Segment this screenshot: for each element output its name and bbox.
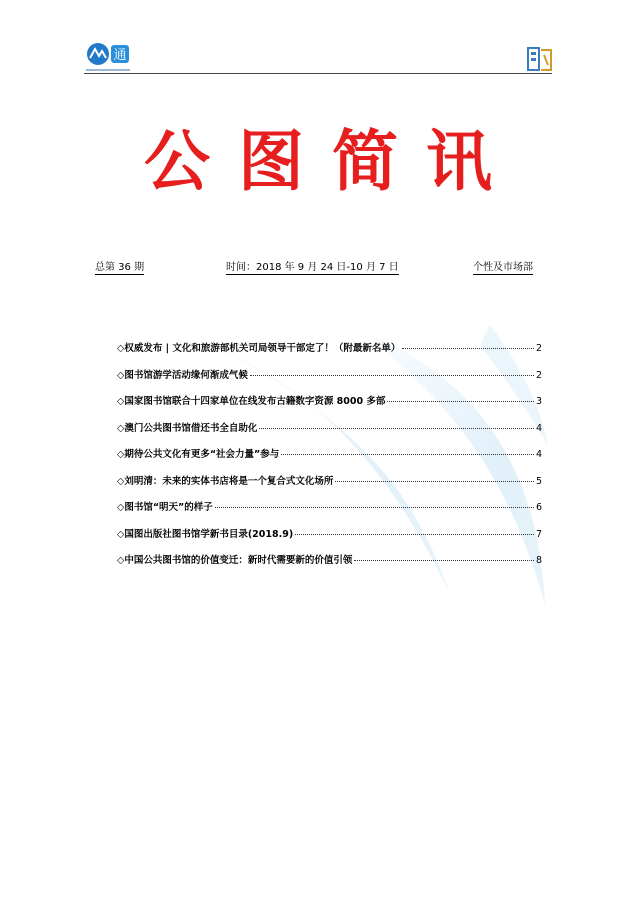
toc-item[interactable] <box>117 473 542 500</box>
diamond-bullet-icon: ◇ <box>117 475 125 487</box>
toc-item-page: 7 <box>535 528 542 540</box>
diamond-bullet-icon: ◇ <box>117 449 125 460</box>
issue-period: 时间：2018 年 9 月 24 日-10 月 7 日 <box>226 262 399 273</box>
toc-leader-dots <box>402 348 534 349</box>
toc-item-page: 6 <box>535 502 542 513</box>
toc-leader-dots <box>250 375 534 376</box>
diamond-bullet-icon: ◇ <box>117 502 125 513</box>
toc-item-page: 8 <box>535 555 542 566</box>
toc-item-title: 澳门公共图书馆借还书全自助化 <box>124 422 258 434</box>
tongda-logo-icon <box>84 40 136 76</box>
diamond-bullet-icon: ◇ <box>117 422 125 434</box>
toc-item-page: 4 <box>535 449 542 460</box>
toc-item-title: 中国公共图书馆的价值变迁：新时代需要新的价值引领 <box>124 555 353 566</box>
tongda-logo <box>84 40 136 76</box>
issuing-department: 个性及市场部 <box>473 262 533 273</box>
toc-item[interactable] <box>117 499 542 526</box>
toc-item-title: 国图出版社图书馆学新书目录(2018.9) <box>124 528 294 540</box>
header-divider <box>84 73 552 74</box>
library-emblem <box>527 46 553 72</box>
toc-item[interactable] <box>117 526 542 553</box>
diamond-bullet-icon: ◇ <box>117 343 125 354</box>
toc-item-page: 4 <box>535 422 542 434</box>
toc-item[interactable] <box>117 420 542 447</box>
toc-leader-dots <box>215 507 534 508</box>
toc-leader-dots <box>387 401 534 402</box>
toc-leader-dots <box>281 454 534 455</box>
toc-item[interactable] <box>117 446 542 473</box>
toc-item-title: 期待公共文化有更多“社会力量”参与 <box>124 449 280 460</box>
toc-item-title: 权威发布 | 文化和旅游部机关司局领导干部定了！（附最新名单） <box>124 343 401 354</box>
toc-item-page: 5 <box>535 475 542 487</box>
library-emblem-icon <box>527 46 553 72</box>
diamond-bullet-icon: ◇ <box>117 528 125 540</box>
bulletin-title: 公图简讯 <box>144 122 520 200</box>
toc-item-title: 刘明清：未来的实体书店将是一个复合式文化场所 <box>124 475 334 487</box>
toc-leader-dots <box>259 428 534 429</box>
toc-item[interactable] <box>117 552 542 579</box>
toc-leader-dots <box>354 560 534 561</box>
table-of-contents <box>117 340 542 579</box>
issue-number: 总第 36 期 <box>95 262 145 273</box>
toc-item-title: 图书馆游学活动缘何渐成气候 <box>124 369 248 381</box>
toc-item[interactable] <box>117 340 542 367</box>
toc-leader-dots <box>295 534 534 535</box>
toc-item-page: 2 <box>535 369 542 381</box>
logo-text: 通 <box>113 48 127 63</box>
toc-item-title: 图书馆“明天”的样子 <box>124 502 213 513</box>
diamond-bullet-icon: ◇ <box>117 555 125 566</box>
diamond-bullet-icon: ◇ <box>117 396 125 407</box>
toc-item[interactable] <box>117 367 542 394</box>
diamond-bullet-icon: ◇ <box>117 369 125 381</box>
toc-item-title: 国家图书馆联合十四家单位在线发布古籍数字资源 8000 多部 <box>124 396 386 407</box>
toc-item-page: 3 <box>535 396 542 407</box>
toc-item[interactable] <box>117 393 542 420</box>
toc-item-page: 2 <box>535 343 542 354</box>
toc-leader-dots <box>335 481 534 482</box>
